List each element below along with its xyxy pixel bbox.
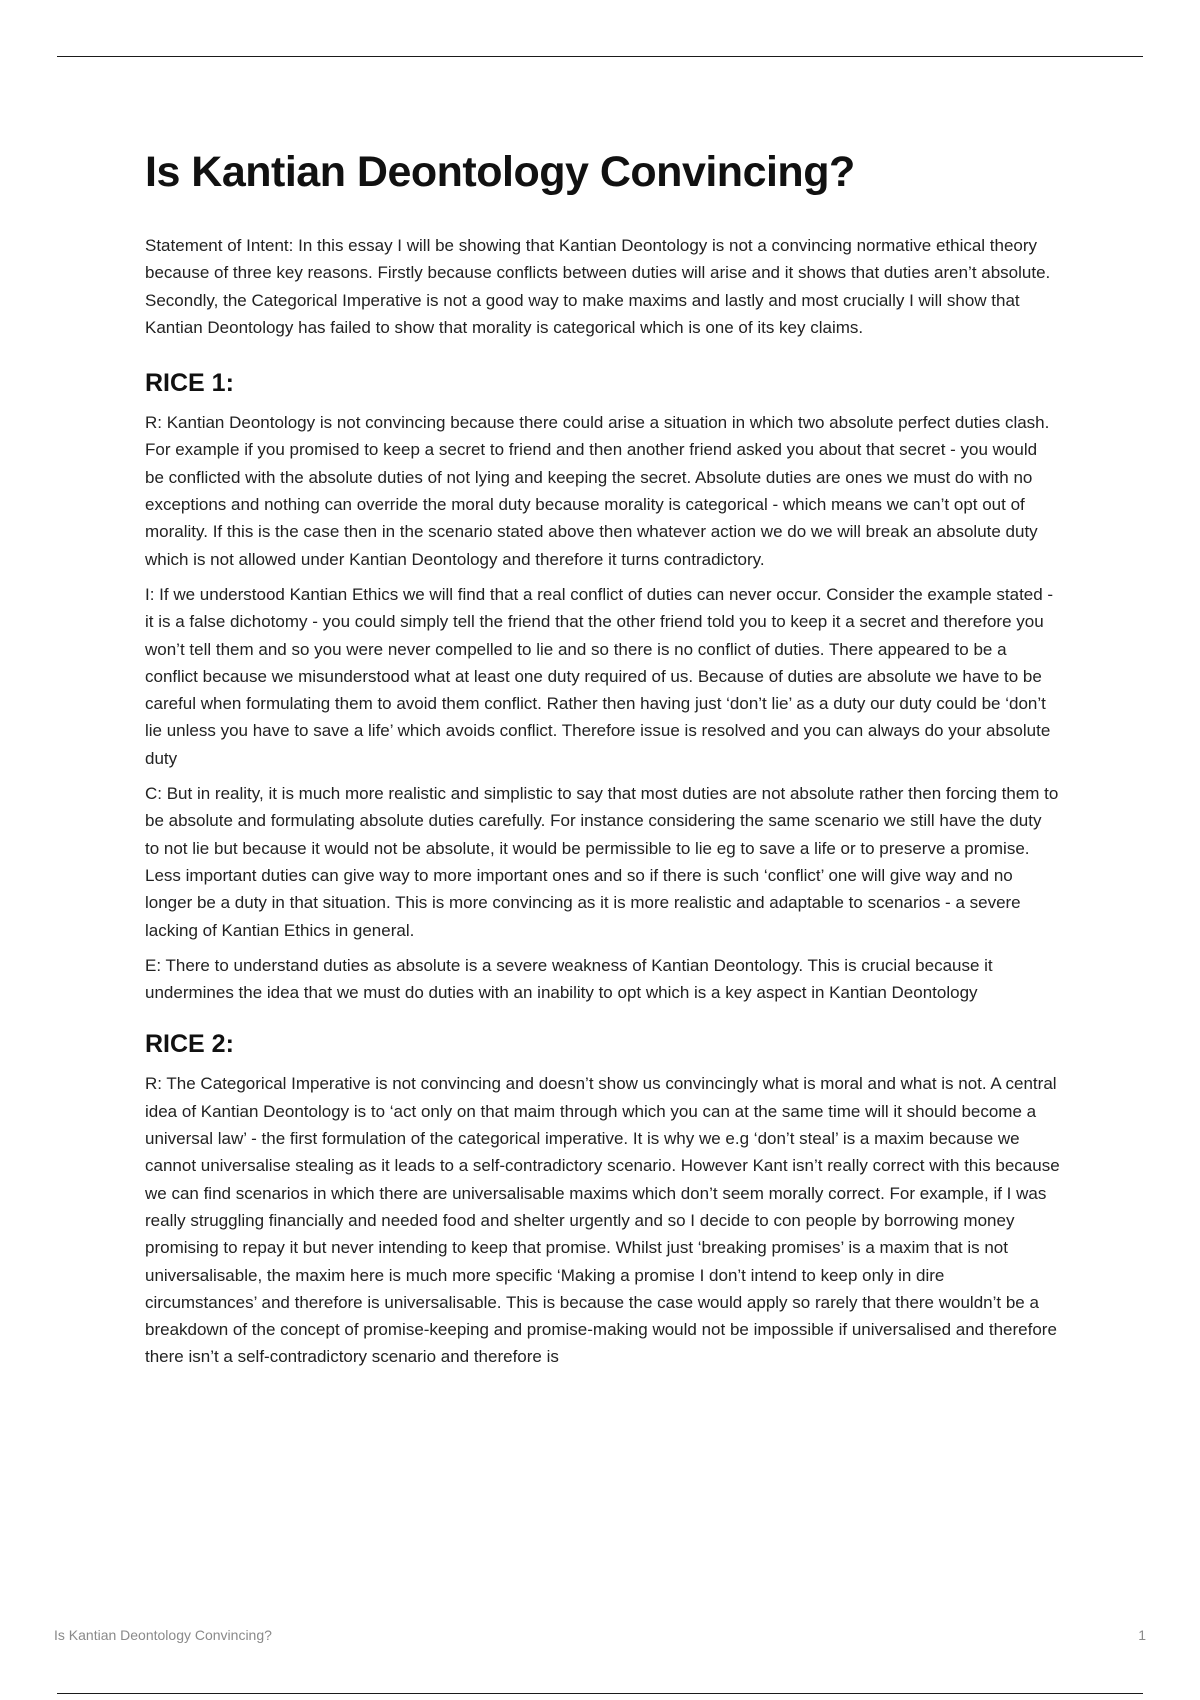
rice-1-heading: RICE 1: (145, 369, 234, 398)
rice-2-reason: R: The Categorical Imperative is not convincing and doesn’t show us convincingly what is moral and what is not. A central idea of Kantian Deontology is to ‘act only on that maim through which you can at the same time will it should become a universal law’ - the first formulation of the categorical imperative. It is why we e.g ‘don’t steal’ is a maxim because we cannot universalise stealing as it leads to a self-contradictory scenario. However Kant isn’t really correct with this because we can find scenarios in which there are universalisable maxims which don’t seem morally correct. For example, if I was really struggling financially and needed food and shelter urgently and so I decide to con people by borrowing money promising to repay it but never intending to keep that promise. Whilst just ‘breaking promises’ is a maxim that is not universalisable, the maxim here is much more specific ‘Making a promise I don’t intend to keep only in dire circumstances’ and therefore is universalisable. This is because the case would apply so rarely that there wouldn’t be a breakdown of the concept of promise-keeping and promise-making would not be impossible if universalised and therefore there isn’t a self-contradictory scenario and therefore is (145, 1074, 1060, 1367)
bottom-rule (57, 1693, 1143, 1694)
rice-2-heading: RICE 2: (145, 1030, 234, 1059)
footer-document-title: Is Kantian Deontology Convincing? (54, 1627, 272, 1643)
rice-2-section (145, 1026, 1060, 1370)
statement-of-intent: Statement of Intent: In this essay I will be showing that Kantian Deontology is not a convincing normative ethical theory because of three key reasons. Firstly because conflicts between duties will arise and it shows that duties aren’t absolute. Secondly, the Categorical Imperative is not a good way to make maxims and lastly and most crucially I will show that Kantian Deontology has failed to show that morality is categorical which is one of its key claims. (145, 236, 1051, 337)
footer-page-number: 1 (1138, 1627, 1146, 1643)
rice-1-interpretation: I: If we understood Kantian Ethics we will find that a real conflict of duties can never occur. Consider the example stated - it is a false dichotomy - you could simply tell the friend that the other friend told you to keep it a secret and therefore you won’t tell them and so you were never compelled to lie and so there is no conflict of duties. There appeared to be a conflict because we misunderstood what at least one duty required of us. Because of duties are absolute we have to be careful when formulating them to avoid them conflict. Rather then having just ‘don’t lie’ as a duty our duty could be ‘don’t lie unless you have to save a life’ which avoids conflict. Therefore issue is resolved and you can always do your absolute duty (145, 584, 1054, 768)
page-title: Is Kantian Deontology Convincing? (145, 148, 855, 196)
rice-1-section (145, 365, 1060, 1006)
top-rule (57, 56, 1143, 57)
document-body (145, 146, 1060, 1379)
rice-1-evaluation: E: There to understand duties as absolute is a severe weakness of Kantian Deontology. This is crucial because it undermines the idea that we must do duties with an inability to opt which is a key aspect in Kantian Deontology (145, 955, 993, 1003)
rice-1-reason: R: Kantian Deontology is not convincing because there could arise a situation in which two absolute perfect duties clash. For example if you promised to keep a secret to friend and then another friend asked you about that secret - you would be conflicted with the absolute duties of not lying and keeping the secret. Absolute duties are ones we must do with no exceptions and nothing can override the moral duty because morality is categorical - which means we can’t opt out of morality. If this is the case then in the scenario stated above then whatever action we do we will break an absolute duty which is not allowed under Kantian Deontology and therefore it turns contradictory. (145, 413, 1050, 569)
rice-1-counter: C: But in reality, it is much more realistic and simplistic to say that most duties are not absolute rather then forcing them to be absolute and formulating absolute duties carefully. For instance considering the same scenario we still have the duty to not lie but because it would not be absolute, it would be permissible to lie eg to save a life or to preserve a promise. Less important duties can give way to more important ones and so if there is such ‘conflict’ one will give way and no longer be a duty in that situation. This is more convincing as it is more realistic and adaptable to scenarios - a severe lacking of Kantian Ethics in general. (145, 784, 1059, 940)
